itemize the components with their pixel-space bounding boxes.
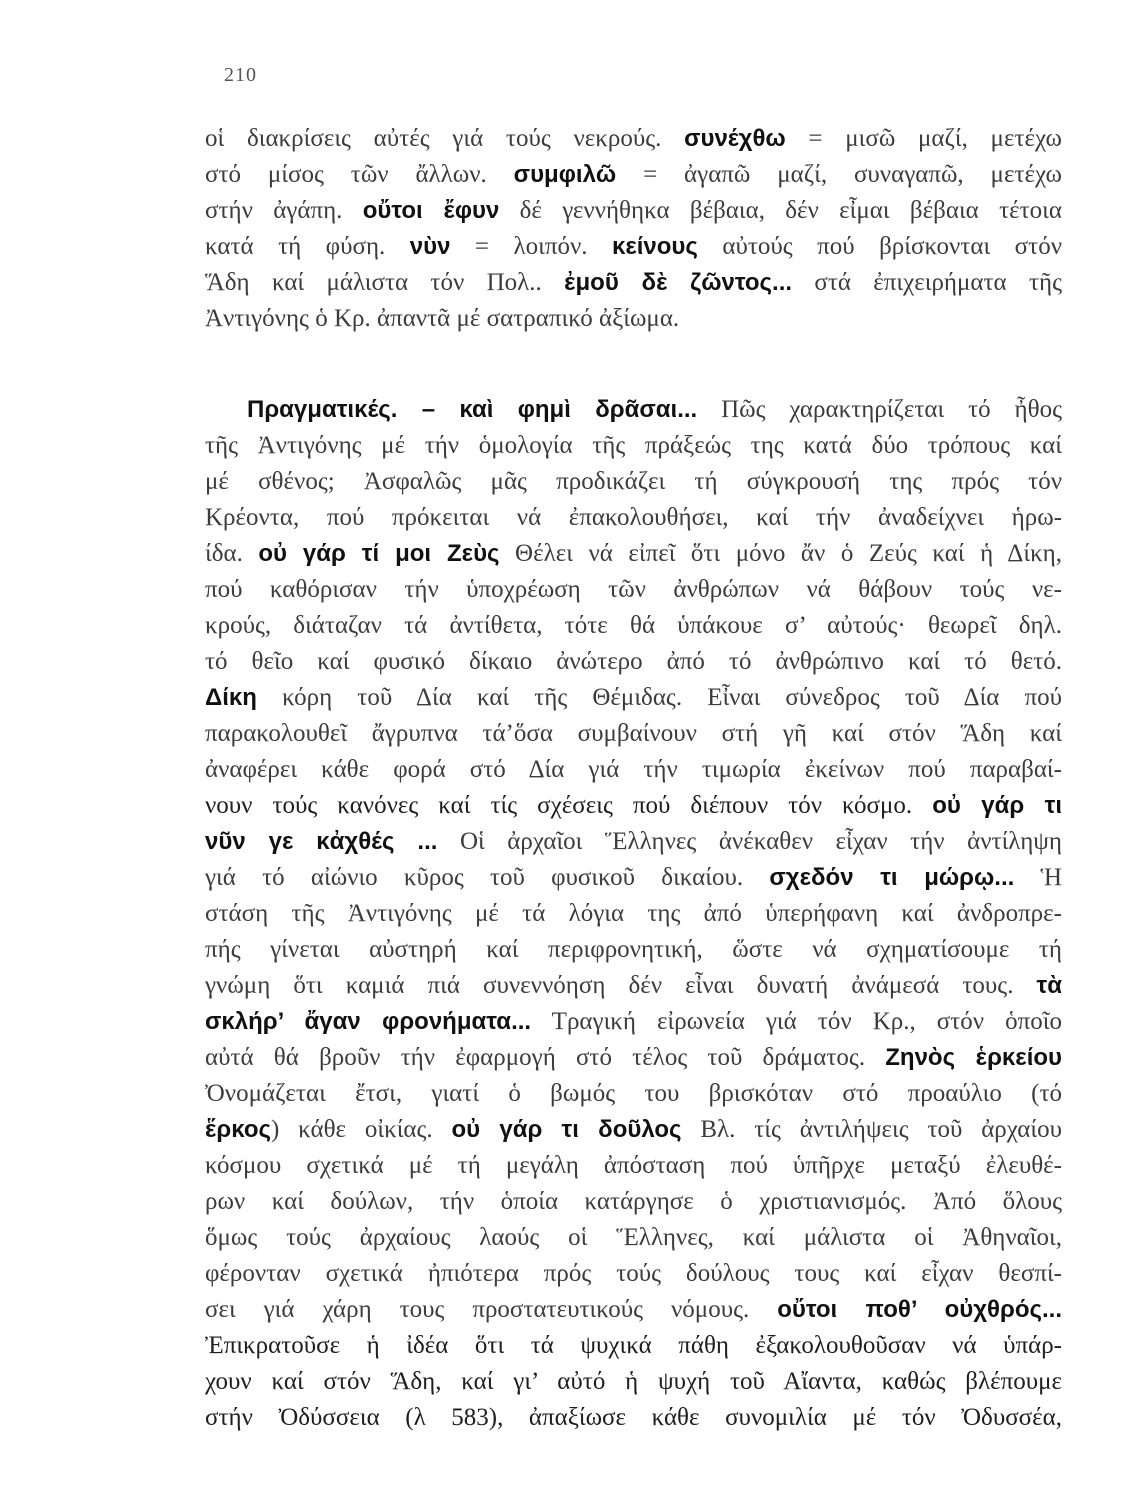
text-line: [205, 229, 1062, 265]
text-line: [205, 1040, 1062, 1076]
text-run: ρων καί δούλων, τήν ὁποία κατάργησε ὁ χριστιανισμός. Ἀπό ὅλους: [205, 1188, 1062, 1215]
text-run: πού καθόρισαν τήν ὑποχρέωση τῶν ἀνθρώπων νά θάβουν τούς νε-: [205, 576, 1062, 603]
paragraph-2: [205, 392, 1062, 1436]
text-run: Ἀντιγόνης ὁ Κρ. ἀπαντᾶ μέ σατραπικό ἀξίωμα.: [205, 305, 680, 332]
page-number: 210: [224, 64, 257, 86]
text-run: δέ γεννήθηκα βέβαια, δέν εἶμαι βέβαια τέτοια: [499, 197, 1063, 224]
text-line: [205, 1328, 1062, 1364]
text-run: Κρέοντα, πού πρόκειται νά ἐπακολουθήσει, καί τήν ἀναδείχνει ἡρω-: [205, 504, 1062, 531]
bold-lemma: ἐμοῦ δὲ ζῶντος...: [564, 269, 793, 296]
text-line: [205, 536, 1062, 572]
text-run: = ἀγαπῶ μαζί, συναγαπῶ, μετέχω: [616, 161, 1062, 188]
bold-lemma: οὐ γάρ τι: [932, 792, 1062, 819]
text-run: Βλ. τίς ἀντιλήψεις τοῦ ἀρχαίου: [681, 1116, 1063, 1143]
text-line: [205, 1112, 1062, 1148]
text-run: κόσμου σχετικά μέ τή μεγάλη ἀπόσταση πού ὑπῆρχε μεταξύ ἐλευθέ-: [205, 1152, 1062, 1179]
text-line: [205, 1364, 1062, 1400]
bold-lemma: Δίκη: [205, 684, 257, 711]
text-line: [205, 265, 1062, 301]
text-run: κόρη τοῦ Δία καί τῆς Θέμιδας. Εἶναι σύνεδρος τοῦ Δία πού: [256, 684, 1062, 711]
text-line: [205, 1220, 1062, 1256]
text-run: Θέλει νά εἰπεῖ ὅτι μόνο ἄν ὁ Ζεύς καί ἡ Δίκη,: [499, 540, 1063, 567]
text-line: [205, 301, 1062, 337]
text-line: [205, 932, 1062, 968]
text-run: στήν ἀγάπη.: [205, 197, 363, 224]
text-run: Ἐπικρατοῦσε ἡ ἰδέα ὅτι τά ψυχικά πάθη ἐξακολουθοῦσαν νά ὑπάρ-: [205, 1332, 1062, 1359]
text-line: [205, 1076, 1062, 1112]
bold-lemma: συμφιλῶ: [513, 161, 617, 188]
bold-lemma: νῦν γε κἀχθές ...: [205, 828, 438, 855]
bold-lemma: οὐ γάρ τι δοῦλος: [451, 1116, 682, 1143]
text-run: ὅμως τούς ἀρχαίους λαούς οἱ Ἕλληνες, καί μάλιστα οἱ Ἀθηναῖοι,: [205, 1224, 1062, 1251]
text-run: γνώμη ὅτι καμιά πιά συνεννόηση δέν εἶναι δυνατή ἀνάμεσά τους.: [205, 972, 1037, 999]
text-run: Ὀνομάζεται ἔτσι, γιατί ὁ βωμός του βρισκόταν στό προαύλιο (τό: [205, 1080, 1062, 1107]
bold-lemma: οὐ γάρ τί μοι Ζεὺς: [258, 540, 500, 567]
text-run: γιά τό αἰώνιο κῦρος τοῦ φυσικοῦ δικαίου.: [205, 864, 770, 891]
text-run: ) κάθε οἰκίας.: [270, 1116, 452, 1143]
text-line: [205, 1004, 1062, 1040]
bold-lemma: συνέχθω: [684, 125, 786, 152]
bold-lemma: Πραγματικές. – καὶ φημὶ δρᾶσαι...: [247, 396, 698, 423]
bold-lemma: Ζηνὸς ἑρκείου: [885, 1044, 1062, 1071]
text-run: Οἱ ἀρχαῖοι Ἕλληνες ἀνέκαθεν εἶχαν τήν ἀντίληψη: [437, 828, 1062, 855]
text-run: = μισῶ μαζί, μετέχω: [785, 125, 1062, 152]
text-line: [205, 680, 1062, 716]
text-line: [205, 716, 1062, 752]
text-line: [205, 464, 1062, 500]
text-run: σει γιά χάρη τους προστατευτικούς νόμους.: [205, 1296, 778, 1323]
text-line: [205, 1256, 1062, 1292]
text-run: Ἅδη καί μάλιστα τόν Πολ..: [205, 269, 565, 296]
text-line: [205, 572, 1062, 608]
text-run: στό μίσος τῶν ἄλλων.: [205, 161, 514, 188]
text-run: παρακολουθεῖ ἄγρυπνα τά’ὅσα συμβαίνουν στή γῆ καί στόν Ἅδη καί: [205, 720, 1062, 747]
text-line: [205, 608, 1062, 644]
text-run: μέ σθένος; Ἀσφαλῶς μᾶς προδικάζει τή σύγκρουσή της πρός τόν: [205, 468, 1062, 495]
text-line: [205, 968, 1062, 1004]
text-line: [205, 500, 1062, 536]
bold-lemma: σχεδόν τι μώρῳ...: [769, 864, 1015, 891]
text-line: [205, 1400, 1062, 1436]
text-run: Πῶς χαρακτηρίζεται τό ἦθος: [697, 396, 1062, 423]
bold-lemma: τὰ: [1036, 972, 1062, 999]
text-run: νουν τούς κανόνες καί τίς σχέσεις πού διέπουν τόν κόσμο.: [205, 792, 933, 819]
text-line: [205, 860, 1062, 896]
bold-lemma: οὔτοι ποθ’ οὐχθρός...: [777, 1296, 1062, 1323]
text-run: τό θεῖο καί φυσικό δίκαιο ἀνώτερο ἀπό τό ἀνθρώπινο καί τό θετό.: [205, 648, 1062, 675]
text-run: Τραγική εἰρωνεία γιά τόν Κρ., στόν ὁποῖο: [531, 1008, 1062, 1035]
text-run: αὐτούς πού βρίσκονται στόν: [697, 233, 1062, 260]
text-run: φέρονταν σχετικά ἠπιότερα πρός τούς δούλους τους καί εἶχαν θεσπί-: [205, 1260, 1062, 1287]
paragraph-1: [205, 121, 1062, 337]
bold-lemma: οὔτοι ἔφυν: [362, 197, 500, 224]
text-line: [205, 392, 1062, 428]
text-line: [205, 193, 1062, 229]
text-line: [205, 1292, 1062, 1328]
bold-lemma: σκλήρ’ ἄγαν φρονήματα...: [205, 1008, 532, 1035]
text-run: κατά τή φύση.: [205, 233, 410, 260]
text-run: ίδα.: [205, 540, 259, 567]
text-line: [205, 752, 1062, 788]
text-run: πής γίνεται αὐστηρή καί περιφρονητική, ὥστε νά σχηματίσουμε τή: [205, 936, 1062, 963]
text-run: = λοιπόν.: [450, 233, 612, 260]
bold-lemma: νὺν: [409, 233, 451, 260]
text-line: [205, 824, 1062, 860]
text-run: στάση τῆς Ἀντιγόνης μέ τά λόγια της ἀπό ὑπερήφανη καί ἀνδροπρε-: [205, 900, 1062, 927]
text-run: Ἡ: [1014, 864, 1063, 891]
text-line: [205, 428, 1062, 464]
text-run: ἀναφέρει κάθε φορά στό Δία γιά τήν τιμωρία ἐκείνων πού παραβαί-: [205, 756, 1062, 783]
text-run: τῆς Ἀντιγόνης μέ τήν ὁμολογία τῆς πράξεώς της κατά δύο τρόπους καί: [205, 432, 1062, 459]
text-line: [205, 121, 1062, 157]
text-run: στά ἐπιχειρήματα τῆς: [792, 269, 1062, 296]
text-line: [205, 788, 1062, 824]
bold-lemma: ἕρκος: [205, 1116, 271, 1143]
bold-lemma: κείνους: [611, 233, 698, 260]
text-run: αὐτά θά βροῦν τήν ἐφαρμογή στό τέλος τοῦ δράματος.: [205, 1044, 886, 1071]
text-run: οἱ διακρίσεις αὐτές γιά τούς νεκρούς.: [205, 125, 685, 152]
text-line: [205, 1184, 1062, 1220]
text-line: [205, 1148, 1062, 1184]
text-run: χουν καί στόν Ἅδη, καί γι’ αὐτό ἡ ψυχή τοῦ Αἴαντα, καθώς βλέπουμε: [205, 1368, 1062, 1395]
text-line: [205, 896, 1062, 932]
text-run: στήν Ὀδύσσεια (λ 583), ἀπαξίωσε κάθε συνομιλία μέ τόν Ὀδυσσέα,: [205, 1404, 1062, 1431]
text-run: κρούς, διάταζαν τά ἀντίθετα, τότε θά ὑπάκουε σ’ αὐτούς· θεωρεῖ δηλ.: [205, 612, 1062, 639]
text-line: [205, 644, 1062, 680]
text-line: [205, 157, 1062, 193]
